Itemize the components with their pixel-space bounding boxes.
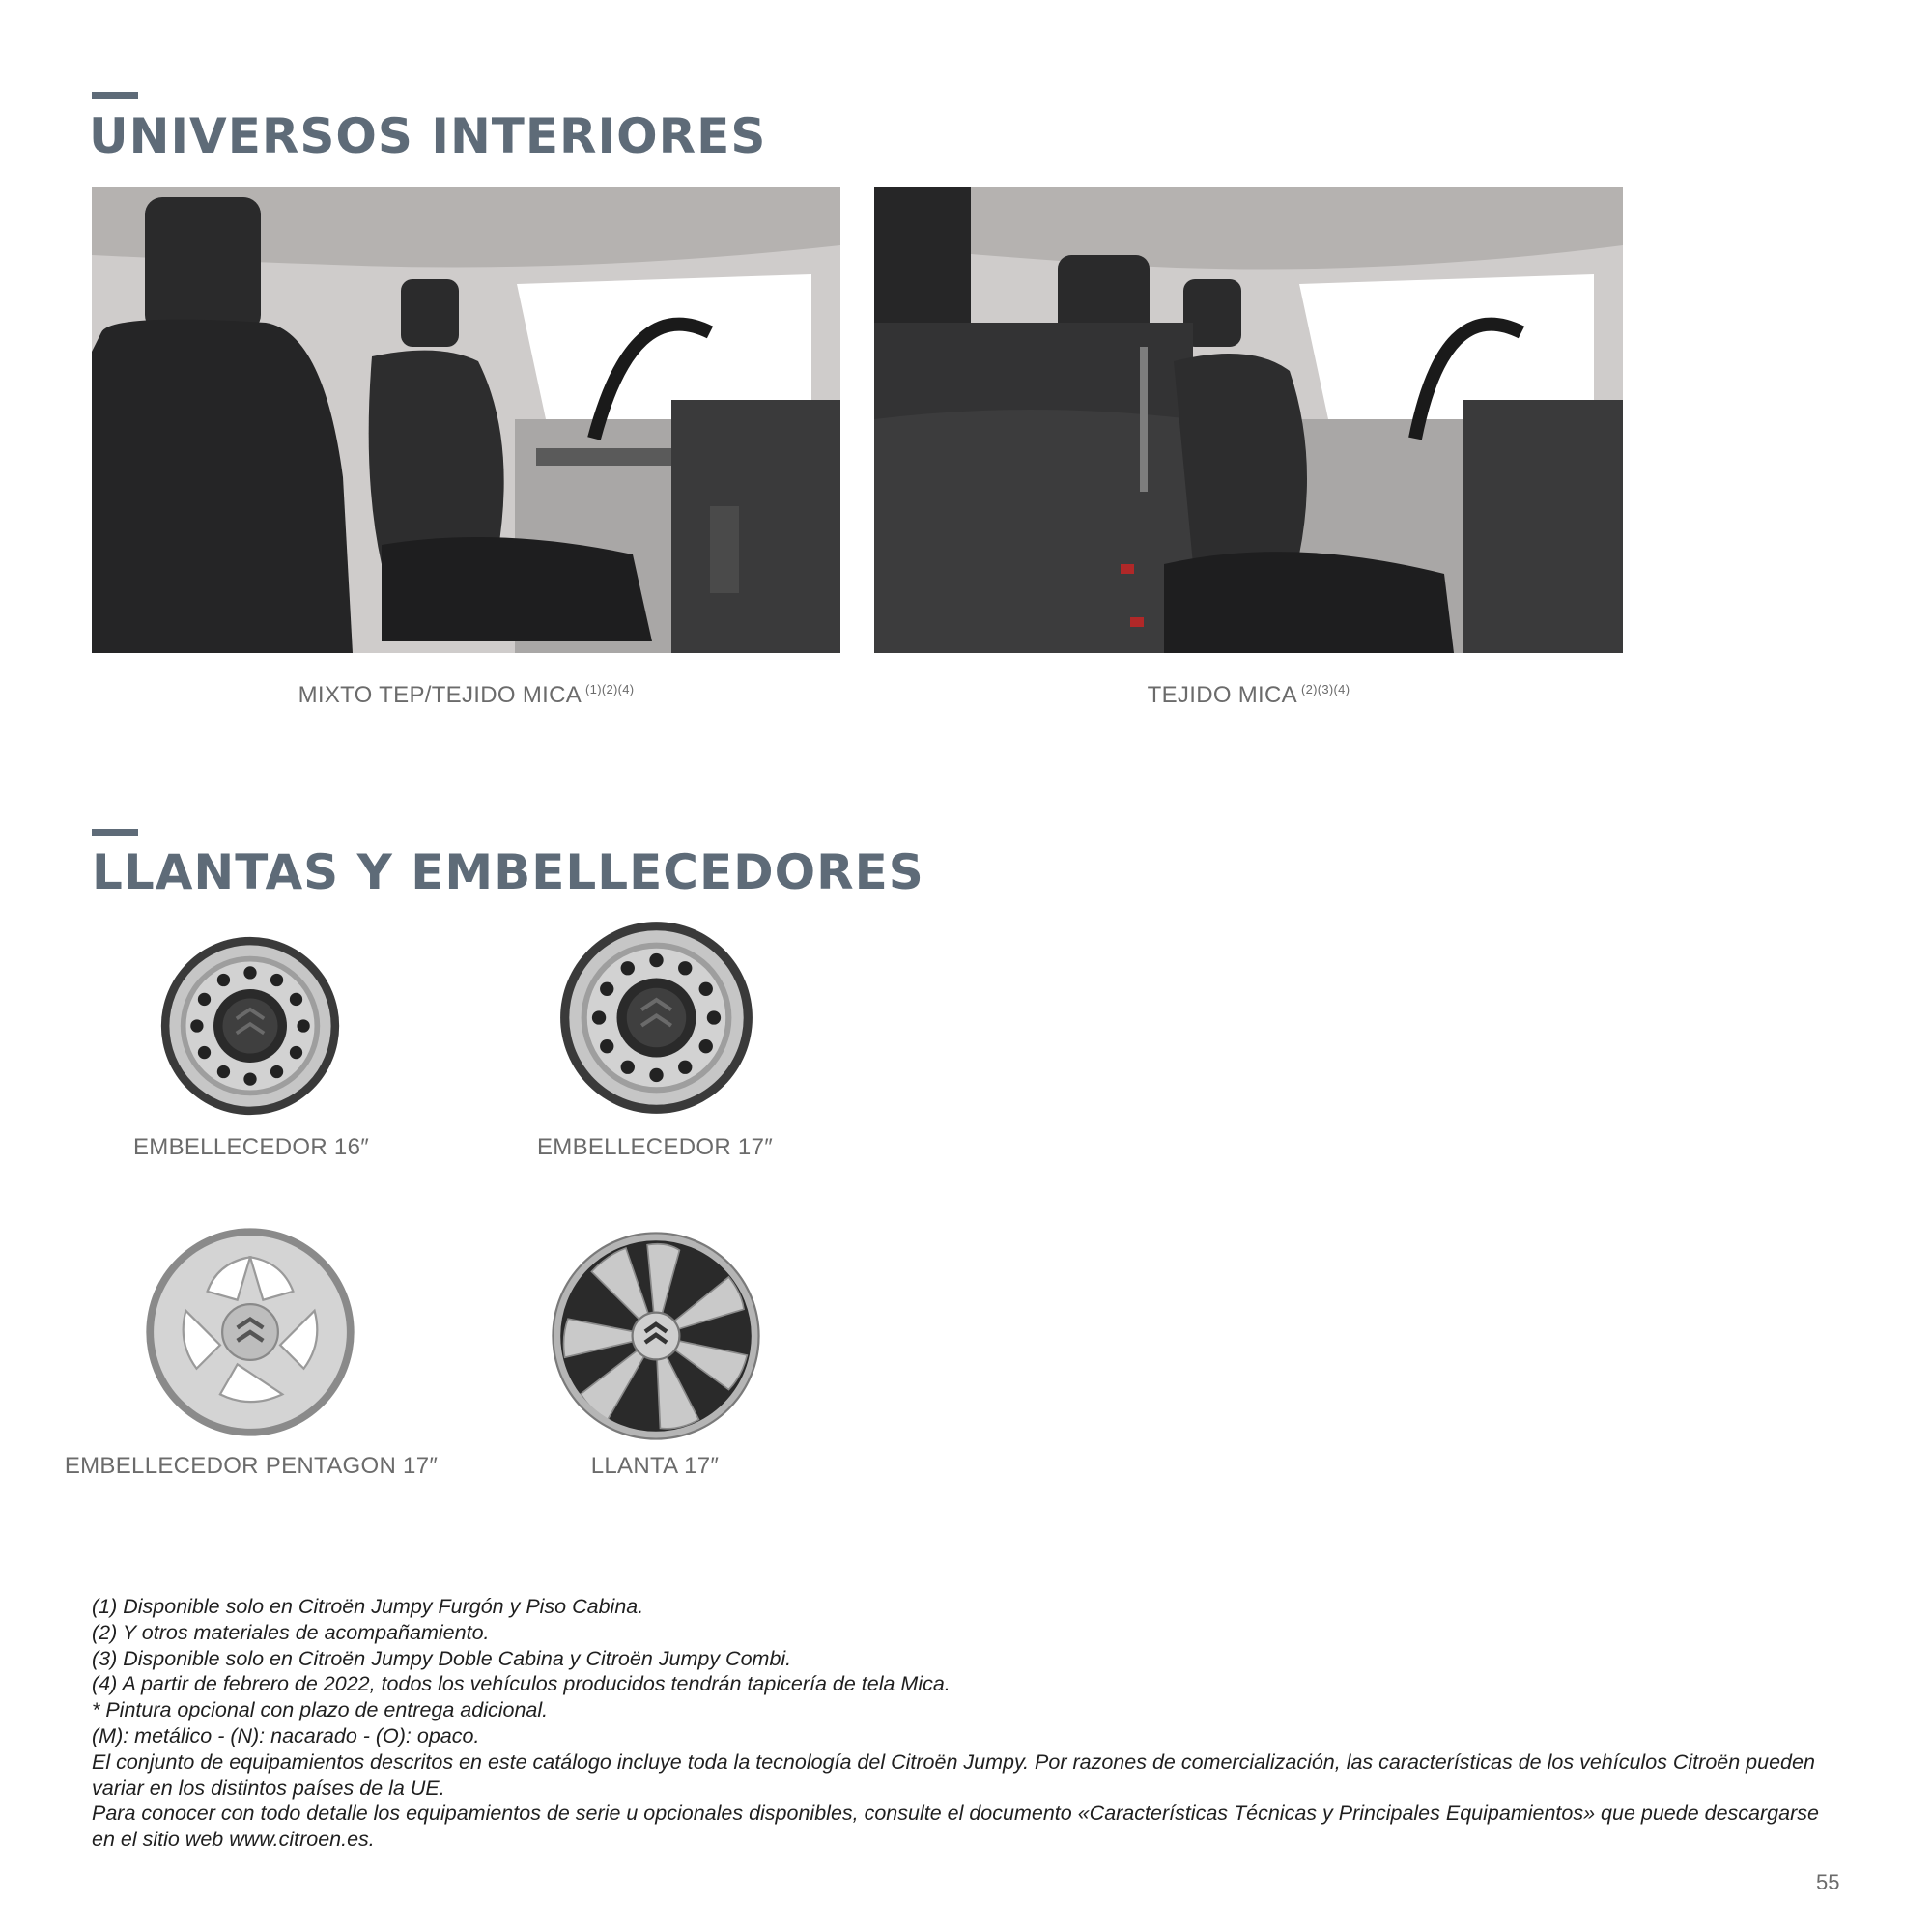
section-accent-bar (92, 92, 138, 99)
wheel-caption-steel-17: EMBELLECEDOR 17″ (536, 1134, 774, 1160)
interior-label: MIXTO TEP/TEJIDO MICA (298, 682, 582, 708)
wheel-steel-16-image (158, 934, 342, 1118)
footnote-paint: * Pintura opcional con plazo de entrega adicional. (92, 1698, 549, 1722)
wheel-pentagon-17-image (143, 1225, 357, 1439)
footnote-2: (2) Y otros materiales de acompañamiento. (92, 1620, 490, 1644)
section-title-interiors: UNIVERSOS INTERIORES (89, 108, 767, 164)
section-title-wheels: LLANTAS Y EMBELLECEDORES (92, 844, 924, 900)
section-accent-bar (92, 829, 138, 836)
footnote-more-info: Para conocer con todo detalle los equipamientos de serie u opcionales disponibles, consulte el documento «Características Técnicas y Principales Equipamientos» que puede descargarse en el sitio web www.citroen.es. (92, 1802, 1819, 1852)
wheel-caption-steel-16: EMBELLECEDOR 16″ (132, 1134, 370, 1160)
interior-label: TEJIDO MICA (1147, 682, 1297, 708)
interior-footnote-refs: (2)(3)(4) (1300, 682, 1350, 696)
wheel-steel-17-image (557, 919, 755, 1117)
interior-photo-tejido-mica (874, 187, 1623, 653)
wheel-alloy-17-image (549, 1229, 763, 1443)
footnote-equipment: El conjunto de equipamientos descritos en este catálogo incluye toda la tecnología del Citroën Jumpy. Por razones de comercialización, las características de los vehículos Citroën pueden variar en los distintos países de la UE. (92, 1749, 1815, 1800)
interior-photo-mixto (92, 187, 840, 653)
page-number: 55 (1816, 1870, 1840, 1894)
interior-caption-mixto (92, 682, 840, 709)
wheel-caption-alloy-17: LLANTA 17″ (590, 1453, 720, 1479)
interior-footnote-refs: (1)(2)(4) (585, 682, 635, 696)
footnote-paint-codes: (M): metálico - (N): nacarado - (O): opaco. (92, 1723, 480, 1747)
interior-caption-tejido-mica (874, 682, 1623, 709)
footnote-3: (3) Disponible solo en Citroën Jumpy Doble Cabina y Citroën Jumpy Combi. (92, 1646, 792, 1670)
wheel-caption-pentagon-17: EMBELLECEDOR PENTAGON 17″ (64, 1453, 439, 1479)
footnote-4: (4) A partir de febrero de 2022, todos los vehículos producidos tendrán tapicería de tela Mica. (92, 1672, 951, 1696)
footnotes (92, 1594, 1821, 1853)
footnote-1: (1) Disponible solo en Citroën Jumpy Furgón y Piso Cabina. (92, 1595, 644, 1618)
